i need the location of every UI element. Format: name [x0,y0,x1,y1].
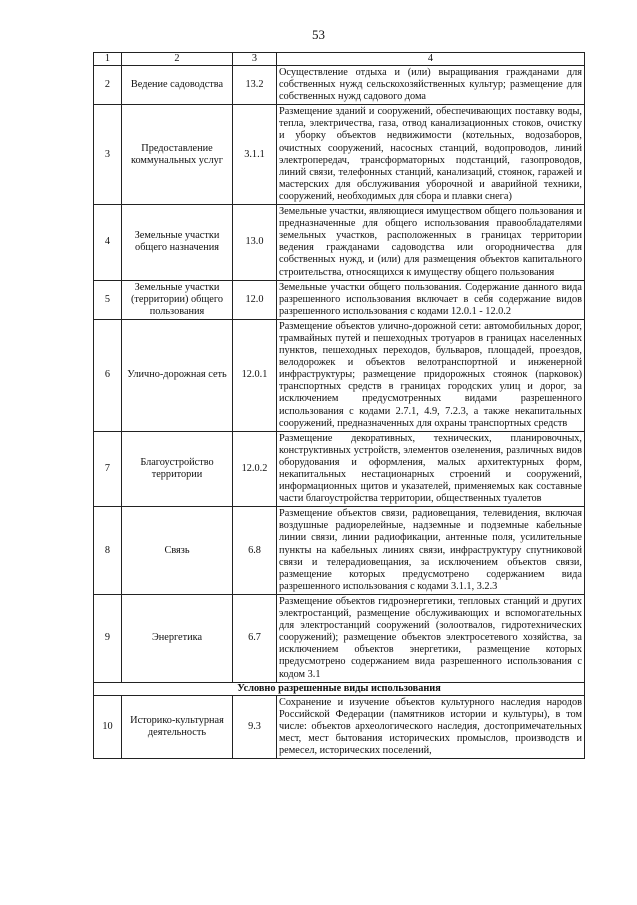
classifier-code: 6.8 [233,507,277,595]
classifier-code: 9.3 [233,695,277,758]
section-header-row [94,682,585,695]
row-number: 8 [94,507,122,595]
row-number: 3 [94,105,122,205]
use-type-name: Улично-дорожная сеть [122,319,233,431]
use-type-name: Связь [122,507,233,595]
use-description: Размещение декоративных, технических, планировочных, конструктивных устройств, элементов озеленения, различных видов оборудования и оформления, малых архитектурных форм, некапитальных нестационарных строений и сооружений, информационных щитов и указателей, применяемых как составные части благоустройства территории, общественных туалетов [277,431,585,507]
table-row [94,319,585,431]
use-type-name: Предоставление коммунальных услуг [122,105,233,205]
row-number: 2 [94,66,122,105]
classifier-code: 13.2 [233,66,277,105]
row-number: 9 [94,594,122,682]
use-description: Размещение зданий и сооружений, обеспечивающих поставку воды, тепла, электричества, газа, отвод канализационных стоков, очистку и уборку объектов недвижимости (котельных, водозаборов, очистных сооружений, насосных станций, водопроводов, линий электропередач, трансформаторных подстанций, газопроводов, линий связи, телефонных станций, канализаций, стоянок, гаражей и мастерских для обслуживания уборочной и аварийной техники, сооружений, необходимых для сбора и плавки снега) [277,105,585,205]
table-row [94,280,585,319]
row-number: 10 [94,695,122,758]
table-row [94,431,585,507]
table-header-row [94,53,585,66]
use-description: Размещение объектов улично-дорожной сети: автомобильных дорог, трамвайных путей и пешеходных тротуаров в границах населенных пунктов, пешеходных переходов, бульваров, площадей, проездов, велодорожек и объектов велотранспортной и инженерной инфраструктуры; размещение придорожных стоянок (парковок) транспортных средств в границах городских улиц и дорог, за исключением предусмотренных видами разрешенного использования с кодами 2.7.1, 4.9, 7.2.3, а также некапитальных сооружений, предназначенных для охраны транспортных средств [277,319,585,431]
use-description: Земельные участки общего пользования. Содержание данного вида разрешенного использования включает в себя содержание видов разрешенного использования с кодами 12.0.1 - 12.0.2 [277,280,585,319]
classifier-code: 12.0 [233,280,277,319]
use-description: Земельные участки, являющиеся имуществом общего пользования и предназначенные для общего использования правообладателями земельных участков, расположенных в границах территории ведения гражданами садоводства или огородничества для собственных нужд, и (или) для размещения объектов капитального строительства, относящихся к имуществу общего пользования [277,205,585,281]
use-type-name: Энергетика [122,594,233,682]
land-use-table-body [94,53,585,759]
row-number: 4 [94,205,122,281]
header-cell-1: 1 [94,53,122,66]
classifier-code: 3.1.1 [233,105,277,205]
table-row [94,66,585,105]
row-number: 6 [94,319,122,431]
use-type-name: Земельные участки общего назначения [122,205,233,281]
use-type-name: Ведение садоводства [122,66,233,105]
section-title: Условно разрешенные виды использования [94,682,585,695]
table-row [94,594,585,682]
use-type-name: Земельные участки (территории) общего пользования [122,280,233,319]
classifier-code: 6.7 [233,594,277,682]
use-description: Размещение объектов связи, радиовещания, телевидения, включая воздушные радиорелейные, надземные и подземные кабельные линии связи, линии радиофикации, антенные поля, усилительные пункты на кабельных линиях связи, инфраструктуру спутниковой связи и телерадиовещания, за исключением объектов связи, размещение которых предусмотрено содержанием вида разрешенного использования с кодами 3.1.1, 3.2.3 [277,507,585,595]
page-number: 53 [312,27,325,42]
classifier-code: 12.0.1 [233,319,277,431]
table-row [94,695,585,758]
table-row [94,105,585,205]
row-number: 5 [94,280,122,319]
use-description: Сохранение и изучение объектов культурного наследия народов Российской Федерации (памятников истории и культуры), в том числе: объектов археологического наследия, достопримечательных мест, мест бытования исторических промыслов, производств и ремесел, исторических поселений, [277,695,585,758]
header-cell-4: 4 [277,53,585,66]
table-row [94,507,585,595]
row-number: 7 [94,431,122,507]
header-cell-3: 3 [233,53,277,66]
use-type-name: Историко-культурная деятельность [122,695,233,758]
classifier-code: 12.0.2 [233,431,277,507]
land-use-table [93,52,585,759]
classifier-code: 13.0 [233,205,277,281]
use-description: Размещение объектов гидроэнергетики, тепловых станций и других электростанций, размещение обслуживающих и вспомогательных для электростанций сооружений (золоотвалов, гидротехнических сооружений); размещение объектов электросетевого хозяйства, за исключением объектов энергетики, размещение которых предусмотрено содержанием вида разрешенного использования с кодом 3.1 [277,594,585,682]
use-description: Осуществление отдыха и (или) выращивания гражданами для собственных нужд сельскохозяйственных культур; размещение для собственных нужд садового дома [277,66,585,105]
use-type-name: Благоустройство территории [122,431,233,507]
table-row [94,205,585,281]
header-cell-2: 2 [122,53,233,66]
